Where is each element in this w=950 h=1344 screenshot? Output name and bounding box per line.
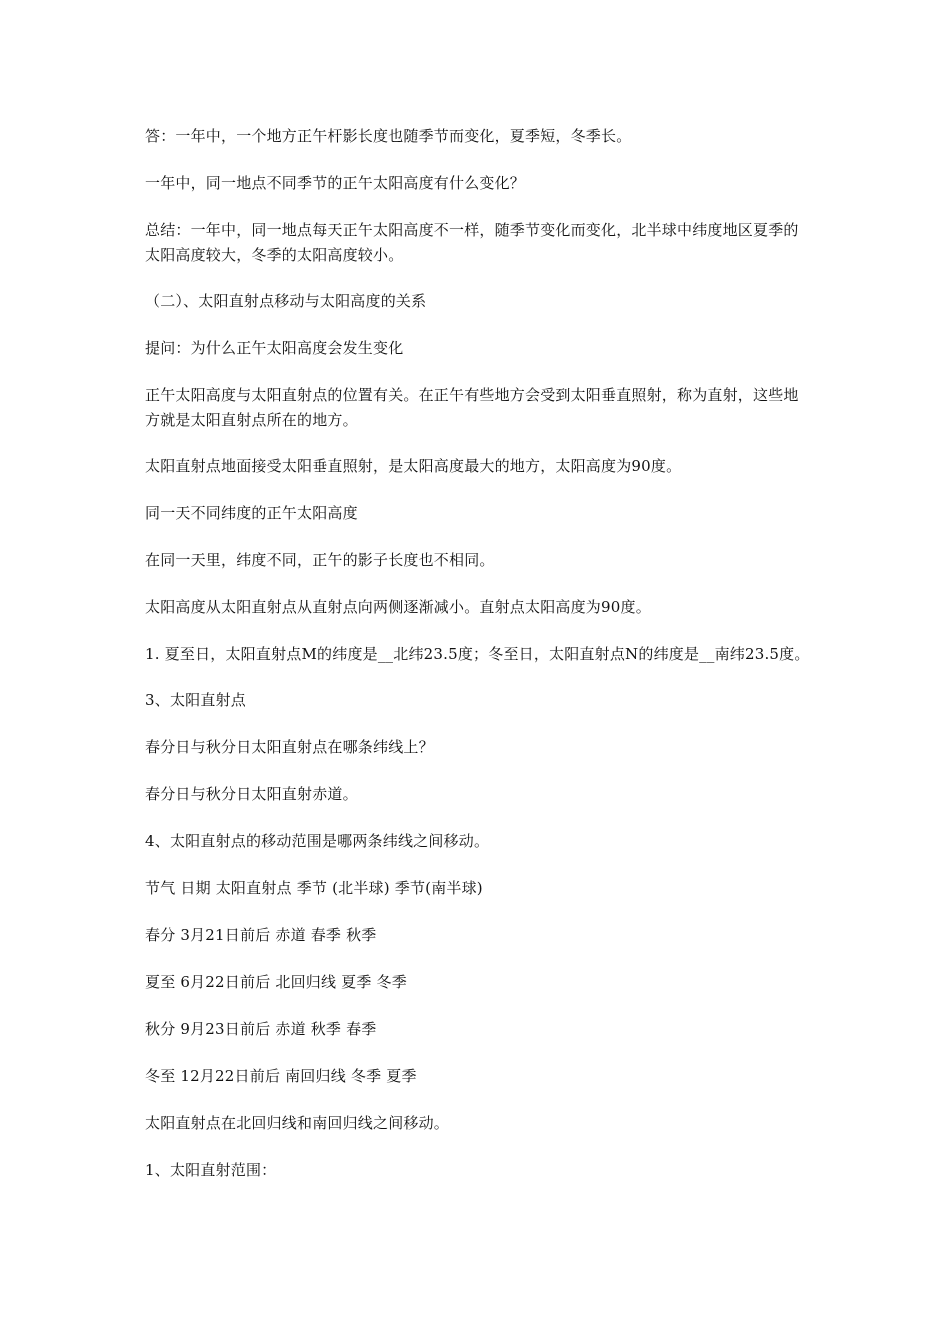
paragraph-height-decrease: 太阳高度从太阳直射点从直射点向两侧逐渐减小。直射点太阳高度为90度。 [145, 598, 651, 616]
paragraph-solstice-question: 1. 夏至日，太阳直射点M的纬度是__北纬23.5度；冬至日，太阳直射点N的纬度是__南纬23.5度。 [145, 645, 810, 663]
table-row-summer: 夏至 6月22日前后 北回归线 夏季 冬季 [145, 973, 407, 991]
table-row-spring: 春分 3月21日前后 赤道 春季 秋季 [145, 926, 377, 944]
paragraph-same-day-heading: 同一天不同纬度的正午太阳高度 [145, 504, 358, 522]
paragraph-direct-sun: 正午太阳高度与太阳直射点的位置有关。在正午有些地方会受到太阳垂直照射，称为直射，这些地方就是太阳直射点所在的地方。 [145, 386, 799, 429]
paragraph-summary: 总结：一年中，同一地点每天正午太阳高度不一样，随季节变化而变化，北半球中纬度地区夏季的太阳高度较大，冬季的太阳高度较小。 [145, 221, 799, 264]
paragraph-answer-shadow: 答：一年中，一个地方正午杆影长度也随季节而变化，夏季短，冬季长。 [145, 127, 632, 145]
table-row-autumn: 秋分 9月23日前后 赤道 秋季 春季 [145, 1020, 377, 1038]
table-header-line: 节气 日期 太阳直射点 季节 (北半球) 季节(南半球) [145, 879, 483, 897]
table-row-winter: 冬至 12月22日前后 南回归线 冬季 夏季 [145, 1067, 417, 1085]
document-page [145, 124, 810, 1205]
paragraph-question-seasons: 一年中，同一地点不同季节的正午太阳高度有什么变化？ [145, 174, 526, 192]
paragraph-90-degrees: 太阳直射点地面接受太阳垂直照射，是太阳高度最大的地方，太阳高度为90度。 [145, 457, 682, 475]
paragraph-latitude-shadow: 在同一天里，纬度不同，正午的影子长度也不相同。 [145, 551, 495, 569]
paragraph-range-heading: 1、太阳直射范围： [145, 1161, 277, 1179]
section-heading-2: （二）、太阳直射点移动与太阳高度的关系 [145, 292, 427, 310]
paragraph-range-conclusion: 太阳直射点在北回归线和南回归线之间移动。 [145, 1114, 450, 1132]
paragraph-heading-3: 3、太阳直射点 [145, 691, 246, 709]
paragraph-question-why: 提问：为什么正午太阳高度会发生变化 [145, 339, 404, 357]
paragraph-heading-4: 4、太阳直射点的移动范围是哪两条纬线之间移动。 [145, 832, 490, 850]
paragraph-equinox-question: 春分日与秋分日太阳直射点在哪条纬线上？ [145, 738, 434, 756]
paragraph-equinox-answer: 春分日与秋分日太阳直射赤道。 [145, 785, 358, 803]
